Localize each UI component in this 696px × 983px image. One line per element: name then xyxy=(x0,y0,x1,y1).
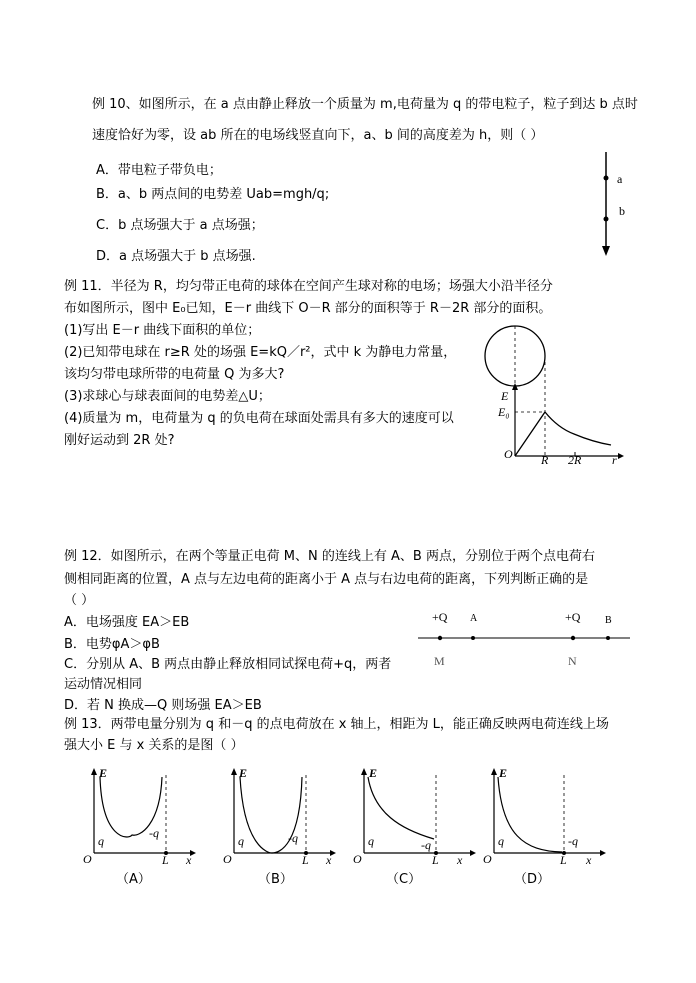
field-curve xyxy=(368,777,434,839)
l-label: L xyxy=(302,853,309,867)
r-tick-label: R xyxy=(541,453,549,467)
ex13-line1: 例 13．两带电量分别为 q 和－q 的点电荷放在 x 轴上，相距为 L，能正确反映两电荷连线上场 xyxy=(64,717,609,732)
point-b-label: b xyxy=(619,204,625,218)
x-axis-arrow-icon xyxy=(600,850,606,856)
graph-d-caption: （D） xyxy=(514,872,551,887)
ex11-question-1: (1)写出 E－r 曲线下面积的单位； xyxy=(64,323,261,338)
charge-q-label: q xyxy=(498,834,504,848)
ex12-line2: 侧相同距离的位置，A 点与左边电荷的距离小于 A 点与右边电荷的距离，下列判断正确的是 xyxy=(64,572,589,587)
ex12-option-a: A．电场强度 EA＞EB xyxy=(64,615,190,630)
ex13-graph-c xyxy=(352,765,477,865)
ex10-line1: 例 10、如图所示，在 a 点由静止释放一个质量为 m,电荷量为 q 的带电粒子，粒子到达 b 点时 xyxy=(92,97,638,112)
x-axis-label: x xyxy=(586,853,592,867)
ex10-option-c: C．b 点场强大于 a 点场强； xyxy=(96,218,264,233)
e-axis-arrow-icon xyxy=(491,768,497,775)
ex12-option-d: D．若 N 换成—Q 则场强 EA＞EB xyxy=(64,698,262,713)
x-axis-label: x xyxy=(186,853,192,867)
ex11-question-4a: (4)质量为 m，电荷量为 q 的负电荷在球面处需具有多大的速度可以 xyxy=(64,411,454,426)
ex13-line2: 强大小 E 与 x 关系的是图（ ） xyxy=(64,738,244,753)
arrow-down-icon xyxy=(602,246,610,256)
r-axis-label: r xyxy=(612,453,617,467)
ex13-graph-d xyxy=(482,765,607,865)
x-axis-label: x xyxy=(457,853,463,867)
origin-label: O xyxy=(223,852,232,866)
graph-c-caption: （C） xyxy=(386,872,422,887)
charge-minus-q-label: -q xyxy=(149,826,159,840)
origin-label: O xyxy=(353,852,362,866)
2r-tick-label: 2R xyxy=(568,453,582,467)
ex12-line3: （ ） xyxy=(64,593,95,608)
e-axis-label: E xyxy=(499,766,508,780)
charge-q-label: q xyxy=(98,834,104,848)
charge-minus-q-label: -q xyxy=(421,838,431,852)
e-axis-arrow-icon xyxy=(91,768,97,775)
ex11-line1: 例 11．半径为 R，均匀带正电荷的球体在空间产生球对称的电场；场强大小沿半径分 xyxy=(64,279,553,294)
ex13-graph-a xyxy=(82,765,197,865)
r-axis-arrow-icon xyxy=(618,453,624,459)
l-label: L xyxy=(162,853,169,867)
charge-m-sign: +Q xyxy=(432,610,448,624)
ex12-option-c2: 运动情况相同 xyxy=(64,677,143,692)
e-axis-label: E xyxy=(369,766,378,780)
ex13-graph-b xyxy=(222,765,337,865)
ex11-field-graph xyxy=(478,318,628,468)
x-axis-arrow-icon xyxy=(470,850,476,856)
e-axis-label: E xyxy=(99,766,108,780)
point-a-label: A xyxy=(470,613,478,624)
ex10-line2: 速度恰好为零，设 ab 所在的电场线竖直向下，a、b 间的高度差为 h，则（ ） xyxy=(92,128,544,143)
l-label: L xyxy=(560,853,567,867)
graph-a-caption: （A） xyxy=(116,872,151,887)
graph-b-caption: （B） xyxy=(258,872,293,887)
charge-q-label: q xyxy=(368,834,374,848)
point-a-dot xyxy=(604,176,609,181)
e-axis-label: E xyxy=(501,389,509,403)
e0-label: E₀ xyxy=(498,405,510,419)
ex11-question-4b: 刚好运动到 2R 处? xyxy=(64,433,175,448)
x-axis-label: x xyxy=(326,853,332,867)
ex10-option-a: A．带电粒子带负电； xyxy=(96,163,222,178)
ex10-option-b: B．a、b 两点间的电势差 Uab=mgh/q; xyxy=(96,187,330,202)
ex12-option-b: B．电势φA＞φB xyxy=(64,637,160,652)
origin-label: O xyxy=(483,852,492,866)
charge-minus-q-label: -q xyxy=(568,834,578,848)
ex12-line1: 例 12．如图所示，在两个等量正电荷 M、N 的连线上有 A、B 两点，分别位于两个点电荷右 xyxy=(64,549,595,564)
ex12-option-c1: C．分别从 A、B 两点由静止释放相同试探电荷+q，两者 xyxy=(64,657,392,672)
e-axis-arrow-icon xyxy=(361,768,367,775)
charge-n-label: N xyxy=(568,654,577,668)
ex10-option-d: D．a 点场强大于 b 点场强. xyxy=(96,249,256,264)
e-r-curve xyxy=(515,412,611,456)
ex12-charges-figure xyxy=(418,608,648,668)
charge-minus-q-label: -q xyxy=(288,831,298,845)
charge-n-dot xyxy=(571,636,575,640)
ex11-question-2b: 该均匀带电球所带的电荷量 Q 为多大? xyxy=(64,367,285,382)
e-axis-arrow-icon xyxy=(231,768,237,775)
l-label: L xyxy=(432,853,439,867)
ex10-field-line-figure xyxy=(590,152,630,262)
field-curve xyxy=(498,777,562,852)
charge-m-label: M xyxy=(434,654,445,668)
origin-label: O xyxy=(83,852,92,866)
origin-label: O xyxy=(504,447,513,461)
ex11-line2: 布如图所示，图中 E₀已知，E－r 曲线下 O－R 部分的面积等于 R－2R 部分的面积。 xyxy=(64,301,552,316)
ex11-question-3: (3)求球心与球表面间的电势差△U； xyxy=(64,389,271,404)
point-b-dot xyxy=(606,636,610,640)
point-b-dot xyxy=(604,217,609,222)
e-axis-label: E xyxy=(239,766,248,780)
ex11-question-2a: (2)已知带电球在 r≥R 处的场强 E=kQ／r²，式中 k 为静电力常量， xyxy=(64,345,457,360)
charge-n-sign: +Q xyxy=(565,610,581,624)
point-b-label: B xyxy=(605,615,612,626)
charge-m-dot xyxy=(438,636,442,640)
point-a-dot xyxy=(471,636,475,640)
point-a-label: a xyxy=(617,172,623,186)
charge-q-label: q xyxy=(238,834,244,848)
